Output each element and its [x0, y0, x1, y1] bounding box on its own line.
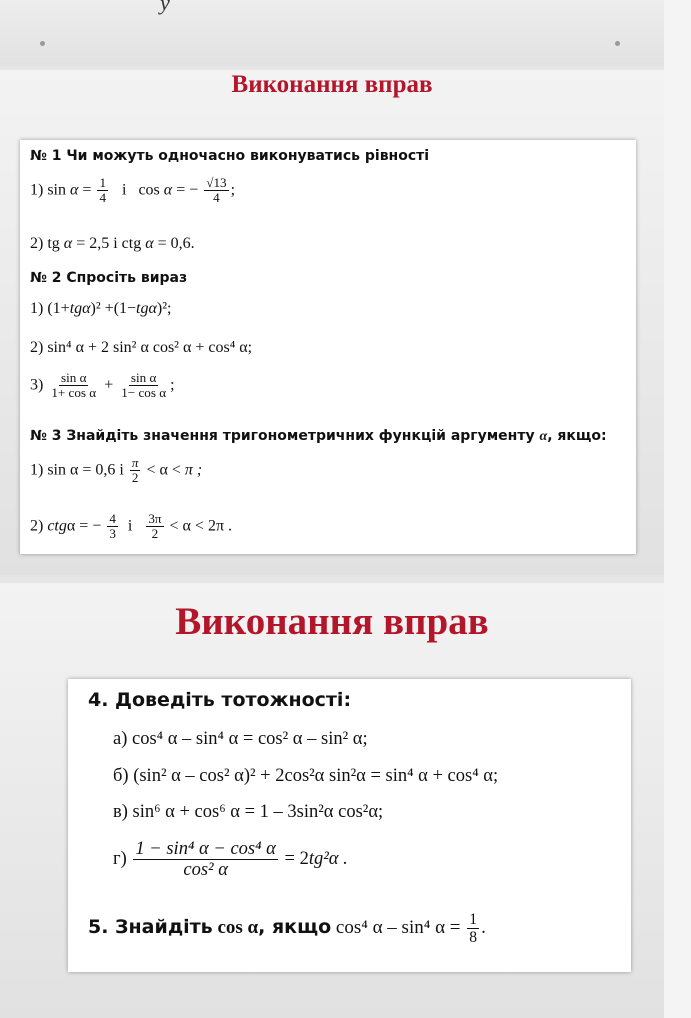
task2-line1: 1) (1+tgα)² +(1−tgα)²; — [30, 300, 172, 317]
dot-marker-left — [40, 41, 45, 46]
task3-line1: 1) sin α = 0,6 і $\frac{\pi}{2}$ < α < π ; — [30, 455, 203, 486]
task3-header: № 3 Знайдіть значення тригонометричних функцій аргументу α, якщо: — [30, 428, 607, 444]
slide-title: Виконання вправ — [175, 600, 489, 643]
task4-b: б) (sin² α – cos² α)² + 2cos²α sin²α = sin⁴ α + cos⁴ α; — [113, 766, 499, 786]
task1-header: № 1 Чи можуть одночасно виконуватись рівності — [30, 148, 430, 164]
task2-header: № 2 Спросіть вираз — [30, 270, 188, 286]
task1-line1: 1) sin α = $\frac{1}{4}$ і cos α = − $\frac{√13}{4}$ ; — [30, 175, 236, 206]
dot-marker-right — [615, 41, 620, 46]
slide-exercises-1 — [0, 70, 664, 575]
task4-a: а) cos⁴ α – sin⁴ α = cos² α – sin² α; — [113, 729, 368, 749]
task1-line2: 2) tg α = 2,5 і ctg α = 0,6. — [30, 235, 195, 252]
task4-header: 4. Доведіть тотожності: — [88, 689, 352, 711]
exercise-card — [20, 140, 636, 554]
task4-d: г) $\frac{\text{1 − sin⁴ α − cos⁴ α}}{\text{cos² α}}$ = 2tg²α . — [113, 839, 348, 881]
right-margin-strip — [664, 0, 691, 1018]
exercise-card — [68, 679, 631, 972]
previous-slide-fragment — [0, 0, 664, 66]
task2-line2: 2) sin⁴ α + 2 sin² α cos² α + cos⁴ α; — [30, 339, 253, 356]
slide-title: Виконання вправ — [231, 71, 433, 98]
task3-line2: 2) ctgα = − $\frac{4}{3}$ і $\frac{3\pi}{2}$ < α < 2π . — [30, 511, 233, 542]
slide-exercises-2 — [0, 583, 664, 1018]
cut-off-text: y — [160, 0, 170, 15]
task2-line3: 3) $\frac{\text{sin α}}{\text{1+ cos α}}$ + $\frac{\text{sin α}}{\text{1− cos α}}$ ; — [30, 370, 175, 401]
task4-c: в) sin⁶ α + cos⁶ α = 1 – 3sin²α cos²α; — [113, 802, 384, 822]
task5: 5. Знайдіть cos α, якщо cos⁴ α – sin⁴ α = $\frac{1}{8}$ . — [88, 911, 486, 947]
